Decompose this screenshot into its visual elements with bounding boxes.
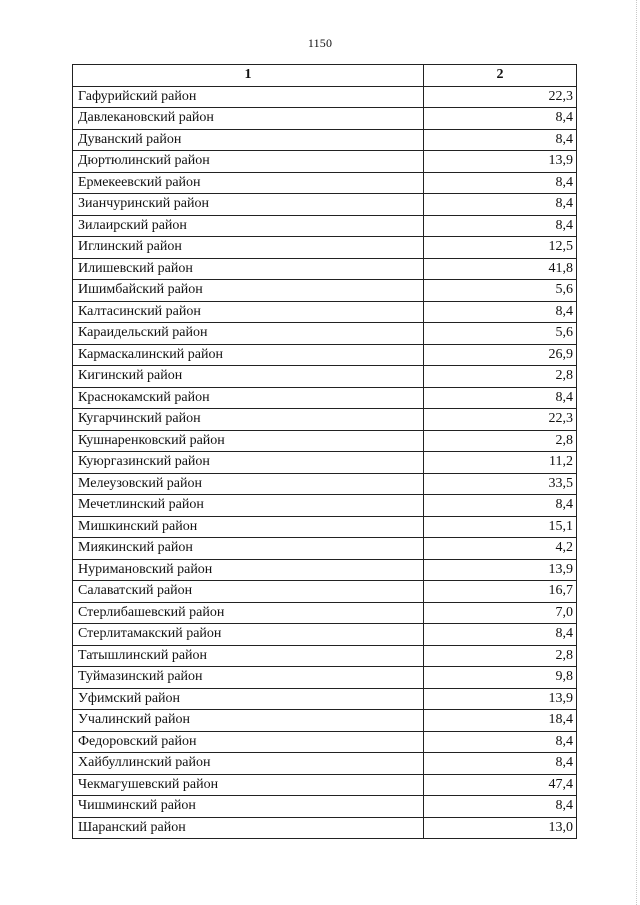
table-row xyxy=(73,817,577,839)
value-cell: 16,7 xyxy=(424,581,577,603)
table-row xyxy=(73,538,577,560)
table-row xyxy=(73,323,577,345)
table-row xyxy=(73,129,577,151)
value-cell: 41,8 xyxy=(424,258,577,280)
district-name-cell: Краснокамский район xyxy=(73,387,424,409)
table-row xyxy=(73,753,577,775)
value-cell: 8,4 xyxy=(424,731,577,753)
table-row xyxy=(73,366,577,388)
district-name-cell: Миякинский район xyxy=(73,538,424,560)
value-cell: 15,1 xyxy=(424,516,577,538)
district-name-cell: Чекмагушевский район xyxy=(73,774,424,796)
value-cell: 22,3 xyxy=(424,409,577,431)
value-cell: 9,8 xyxy=(424,667,577,689)
district-name-cell: Ишимбайский район xyxy=(73,280,424,302)
table-row xyxy=(73,301,577,323)
value-cell: 8,4 xyxy=(424,194,577,216)
column-header-1: 1 xyxy=(73,65,424,87)
table-row xyxy=(73,387,577,409)
district-name-cell: Давлекановский район xyxy=(73,108,424,130)
district-name-cell: Караидельский район xyxy=(73,323,424,345)
value-cell: 33,5 xyxy=(424,473,577,495)
table-header-row xyxy=(73,65,577,87)
table-row xyxy=(73,215,577,237)
value-cell: 5,6 xyxy=(424,280,577,302)
value-cell: 2,8 xyxy=(424,430,577,452)
table-row xyxy=(73,624,577,646)
district-name-cell: Туймазинский район xyxy=(73,667,424,689)
district-name-cell: Шаранский район xyxy=(73,817,424,839)
table-row xyxy=(73,667,577,689)
value-cell: 8,4 xyxy=(424,495,577,517)
value-cell: 13,9 xyxy=(424,151,577,173)
table-row xyxy=(73,710,577,732)
table-row xyxy=(73,495,577,517)
district-name-cell: Федоровский район xyxy=(73,731,424,753)
page-number: 1150 xyxy=(307,36,333,50)
district-name-cell: Ермекеевский район xyxy=(73,172,424,194)
value-cell: 8,4 xyxy=(424,172,577,194)
table-row xyxy=(73,108,577,130)
table-row xyxy=(73,688,577,710)
district-name-cell: Кугарчинский район xyxy=(73,409,424,431)
table-row xyxy=(73,172,577,194)
table-row xyxy=(73,581,577,603)
table-row xyxy=(73,258,577,280)
table-row xyxy=(73,645,577,667)
page-edge-line xyxy=(635,0,637,905)
district-name-cell: Дуванский район xyxy=(73,129,424,151)
value-cell: 8,4 xyxy=(424,108,577,130)
table-row xyxy=(73,774,577,796)
value-cell: 12,5 xyxy=(424,237,577,259)
table-row xyxy=(73,559,577,581)
table-row xyxy=(73,409,577,431)
table-row xyxy=(73,731,577,753)
district-name-cell: Зианчуринский район xyxy=(73,194,424,216)
value-cell: 47,4 xyxy=(424,774,577,796)
district-name-cell: Хайбуллинский район xyxy=(73,753,424,775)
district-name-cell: Мишкинский район xyxy=(73,516,424,538)
value-cell: 2,8 xyxy=(424,366,577,388)
value-cell: 8,4 xyxy=(424,387,577,409)
table-row xyxy=(73,194,577,216)
table-row xyxy=(73,430,577,452)
table-row xyxy=(73,86,577,108)
table-row xyxy=(73,516,577,538)
value-cell: 8,4 xyxy=(424,624,577,646)
district-name-cell: Учалинский район xyxy=(73,710,424,732)
table-row xyxy=(73,796,577,818)
district-name-cell: Гафурийский район xyxy=(73,86,424,108)
table-row xyxy=(73,452,577,474)
table-row xyxy=(73,280,577,302)
table-row xyxy=(73,473,577,495)
district-name-cell: Нуримановский район xyxy=(73,559,424,581)
value-cell: 13,9 xyxy=(424,688,577,710)
table-row xyxy=(73,602,577,624)
value-cell: 26,9 xyxy=(424,344,577,366)
value-cell: 2,8 xyxy=(424,645,577,667)
district-name-cell: Кушнаренковский район xyxy=(73,430,424,452)
value-cell: 8,4 xyxy=(424,753,577,775)
value-cell: 13,0 xyxy=(424,817,577,839)
district-name-cell: Стерлитамакский район xyxy=(73,624,424,646)
value-cell: 8,4 xyxy=(424,796,577,818)
district-name-cell: Салаватский район xyxy=(73,581,424,603)
district-name-cell: Мелеузовский район xyxy=(73,473,424,495)
value-cell: 5,6 xyxy=(424,323,577,345)
table-body xyxy=(73,86,577,839)
district-name-cell: Чишминский район xyxy=(73,796,424,818)
table-row xyxy=(73,237,577,259)
district-name-cell: Кармаскалинский район xyxy=(73,344,424,366)
table-row xyxy=(73,344,577,366)
value-cell: 8,4 xyxy=(424,215,577,237)
district-table xyxy=(72,64,577,839)
district-name-cell: Зилаирский район xyxy=(73,215,424,237)
district-name-cell: Татышлинский район xyxy=(73,645,424,667)
value-cell: 4,2 xyxy=(424,538,577,560)
value-cell: 11,2 xyxy=(424,452,577,474)
value-cell: 8,4 xyxy=(424,301,577,323)
district-name-cell: Стерлибашевский район xyxy=(73,602,424,624)
district-name-cell: Куюргазинский район xyxy=(73,452,424,474)
value-cell: 13,9 xyxy=(424,559,577,581)
district-name-cell: Илишевский район xyxy=(73,258,424,280)
district-name-cell: Кигинский район xyxy=(73,366,424,388)
value-cell: 18,4 xyxy=(424,710,577,732)
value-cell: 7,0 xyxy=(424,602,577,624)
value-cell: 8,4 xyxy=(424,129,577,151)
district-name-cell: Уфимский район xyxy=(73,688,424,710)
district-name-cell: Калтасинский район xyxy=(73,301,424,323)
table-row xyxy=(73,151,577,173)
column-header-2: 2 xyxy=(424,65,577,87)
district-name-cell: Дюртюлинский район xyxy=(73,151,424,173)
district-name-cell: Мечетлинский район xyxy=(73,495,424,517)
district-name-cell: Иглинский район xyxy=(73,237,424,259)
value-cell: 22,3 xyxy=(424,86,577,108)
